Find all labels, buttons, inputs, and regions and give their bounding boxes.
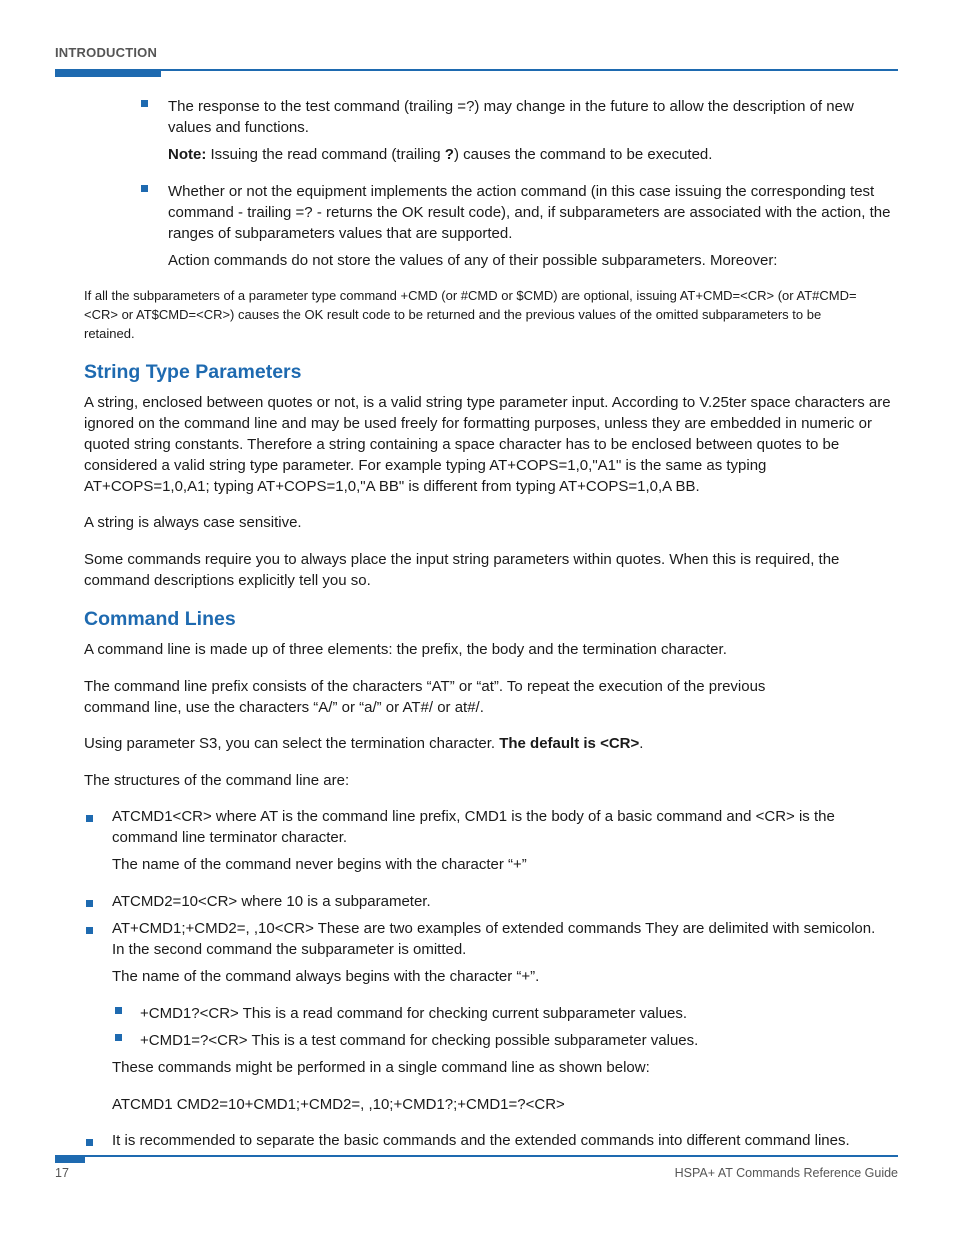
string-paragraph-1: A string, enclosed between quotes or not, is a valid string type parameter input. According to V.25ter space characters are ignored on the command line and may be used freely for formatting purposes, unless they are embedded in numeric or quoted string constants. Therefore a string containing a space character has to be enclosed between quotes to be considered a valid string type parameter. For example typing AT+COPS=1,0,"A1" is the same as typing AT+COPS=1,0,A1; typing AT+COPS=1,0,"A BB" is different from typing AT+COPS=1,0,A BB. (84, 394, 891, 495)
list-item-text: The response to the test command (trailing =?) may change in the future to allow the description of new values and functions. (168, 98, 854, 136)
footer-doc-title: HSPA+ AT Commands Reference Guide (674, 1166, 898, 1180)
after-sub-paragraph: These commands might be performed in a single command line as shown below: (112, 1059, 650, 1076)
bullet-marker (141, 100, 148, 107)
note-label: Note: (168, 146, 207, 163)
header-rule-tab (55, 69, 161, 77)
bullet-marker (86, 900, 93, 907)
sub-bullet-marker (115, 1007, 122, 1014)
bullet-marker (141, 185, 148, 192)
string-paragraph-3: Some commands require you to always place the input string parameters within quotes. When this is required, the command descriptions explicitly tell you so. (84, 551, 840, 589)
list-item-text: It is recommended to separate the basic commands and the extended commands into different command lines. (112, 1132, 850, 1149)
page-number: 17 (55, 1166, 69, 1180)
list-item-followup: The name of the command always begins with the character “+”. (112, 968, 540, 985)
command-paragraph-3-bold: The default is <CR> (499, 735, 640, 752)
bullet-marker (86, 815, 93, 822)
command-paragraph-3-text: Using parameter S3, you can select the termination character. (84, 735, 500, 752)
list-item-text: ATCMD1<CR> where AT is the command line prefix, CMD1 is the body of a basic command and <CR> is the command line terminator character. (112, 808, 835, 846)
sub-list-item-text: +CMD1?<CR> This is a read command for checking current subparameter values. (140, 1005, 688, 1022)
sub-list-item-text: +CMD1=?<CR> This is a test command for checking possible subparameter values. (140, 1032, 699, 1049)
list-item-text: ATCMD2=10<CR> where 10 is a subparameter. (112, 893, 431, 910)
footer-rule (55, 1155, 898, 1157)
example-command-line: ATCMD1 CMD2=10+CMD1;+CMD2=, ,10;+CMD1?;+CMD1=?<CR> (112, 1096, 565, 1113)
note-bold: ? (444, 146, 454, 163)
section-heading-string: String Type Parameters (84, 361, 302, 383)
command-paragraph-1: A command line is made up of three elements: the prefix, the body and the termination character. (84, 641, 727, 658)
command-paragraph-3 (84, 733, 894, 754)
list-item-text: AT+CMD1;+CMD2=, ,10<CR> These are two examples of extended commands They are delimited with semicolon. In the second command the subparameter is omitted. (112, 920, 876, 958)
sub-bullet-marker (115, 1034, 122, 1041)
bullet-marker (86, 1139, 93, 1146)
section-header: INTRODUCTION (55, 45, 158, 60)
command-paragraph-3-end: . (639, 735, 644, 752)
bullet-marker (86, 927, 93, 934)
list-item-text: Whether or not the equipment implements the action command (in this case issuing the corresponding test command - trailing =? - returns the OK result code), and, if subparameters are associated with the action, the ranges of subparameters values that are supported. (168, 183, 891, 242)
note-text-end: ) causes the command to be executed. (453, 146, 713, 163)
small-paragraph: If all the subparameters of a parameter type command +CMD (or #CMD or $CMD) are optional, issuing AT+CMD=<CR> (or AT#CMD=<CR> or AT$CMD=<CR>) causes the OK result code to be returned and the previous values of the omitted subparameters to be retained. (84, 288, 857, 341)
footer-rule-tab (55, 1155, 85, 1163)
header-rule (55, 69, 898, 71)
note-text: Issuing the read command (trailing (206, 146, 445, 163)
string-paragraph-2: A string is always case sensitive. (84, 514, 302, 531)
note-paragraph (168, 144, 900, 165)
command-paragraph-4: The structures of the command line are: (84, 772, 350, 789)
section-heading-command: Command Lines (84, 608, 236, 630)
command-paragraph-2: The command line prefix consists of the characters “AT” or “at”. To repeat the execution of the previous command line, use the characters “A/” or “a/” or AT#/ or at#/. (84, 678, 766, 716)
list-item-followup: Action commands do not store the values of any of their possible subparameters. Moreover: (168, 252, 778, 269)
list-item-followup: The name of the command never begins with the character “+” (112, 856, 527, 873)
